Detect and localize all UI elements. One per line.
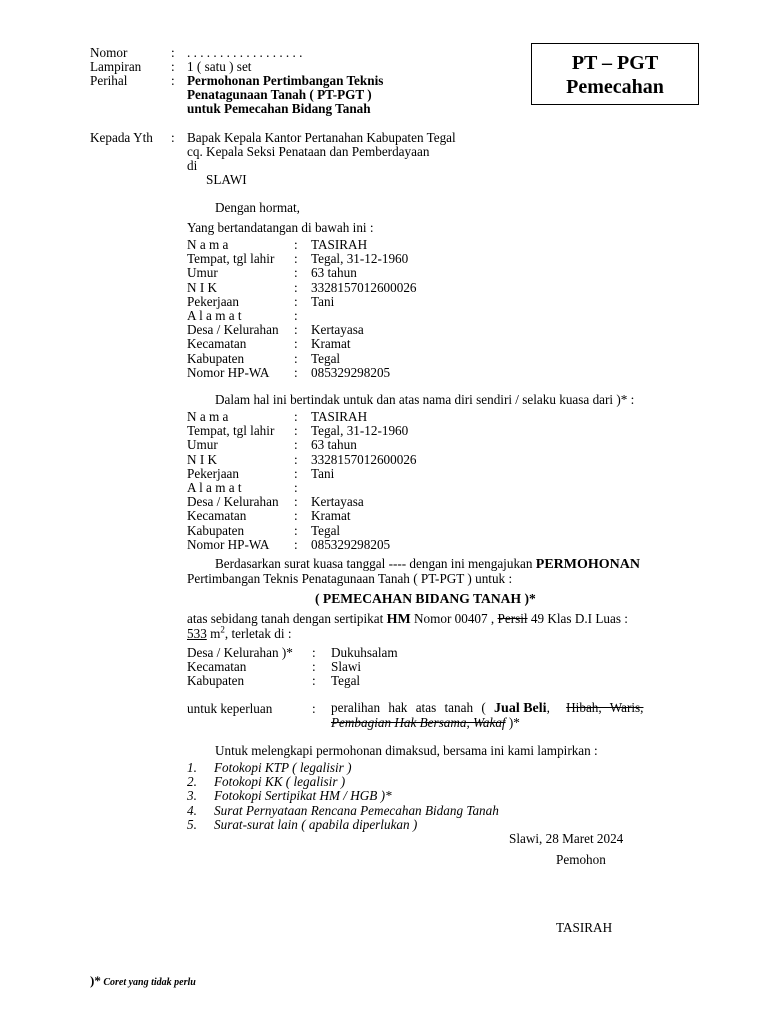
applicant-field-colon: : (294, 336, 298, 352)
principal-field-label: Tempat, tgl lahir (187, 423, 275, 439)
perihal-line: Permohonan Pertimbangan Teknis (187, 73, 384, 88)
principal-field-value: Tegal, 31-12-1960 (311, 423, 409, 439)
lampiran-colon: : (171, 59, 175, 74)
principal-field-colon: : (294, 423, 298, 439)
area-line (187, 624, 292, 641)
applicant-field-colon: : (294, 293, 298, 309)
applicant-field-colon: : (294, 350, 298, 366)
perihal-colon: : (171, 73, 175, 88)
request-text: Berdasarkan surat kuasa tanggal ---- dengan ini mengajukan (215, 556, 536, 571)
area-post: , terletak di : (224, 626, 292, 641)
recipient-line: Bapak Kepala Kantor Pertanahan Kabupaten Tegal (187, 130, 456, 145)
location-field-colon: : (312, 659, 316, 675)
certificate-line (187, 612, 628, 627)
applicant-field-label: Kabupaten (187, 350, 245, 366)
box-title: PT – PGT (571, 52, 659, 74)
location-field-colon: : (312, 645, 316, 660)
purpose-label: untuk keperluan (187, 701, 273, 716)
applicant-field-value: Kertayasa (311, 322, 364, 338)
principal-field-colon: : (294, 480, 298, 495)
applicant-field-label: Nomor HP-WA (187, 364, 270, 380)
principal-field-value: 085329298205 (311, 536, 391, 552)
applicant-field-colon: : (294, 308, 298, 323)
cert-class: 49 Klas D.I Luas : (527, 611, 628, 626)
behalf-intro: Dalam hal ini bertindak untuk dan atas nama diri sendiri / selaku kuasa dari )* : (215, 392, 635, 407)
applicant-field-label: Umur (187, 265, 218, 281)
applicant-field-label: N I K (187, 279, 218, 295)
principal-field-label: N a m a (187, 409, 229, 424)
cert-number: Nomor 00407 , (410, 611, 498, 626)
attachment-item: Fotokopi KTP ( legalisir ) (214, 760, 352, 775)
recipient-line: di (187, 158, 198, 173)
purpose-colon: : (312, 701, 316, 716)
purpose-line-2 (331, 716, 520, 730)
attachment-number: 1. (187, 760, 197, 775)
box-subtitle: Pemecahan (566, 76, 664, 98)
location-field-label: Desa / Kelurahan )* (187, 645, 293, 660)
applicant-field-value: Tani (311, 293, 335, 309)
nomor-colon: : (171, 45, 175, 60)
applicant-field-label: Desa / Kelurahan (187, 322, 279, 338)
principal-field-colon: : (294, 536, 298, 552)
category-box (531, 43, 699, 105)
request-title: ( PEMECAHAN BIDANG TANAH )* (315, 591, 536, 606)
purpose-line-1 (331, 701, 643, 716)
applicant-field-value: Tegal, 31-12-1960 (311, 251, 409, 267)
purpose-end: )* (505, 715, 520, 730)
attachment-item: Surat-surat lain ( apabila diperlukan ) (214, 816, 418, 832)
perihal-line: Penatagunaan Tanah ( PT-PGT ) (187, 87, 372, 102)
signature-place-date: Slawi, 28 Maret 2024 (509, 831, 624, 846)
principal-field-value: Tegal (311, 522, 341, 538)
cert-text: atas sebidang tanah dengan sertipikat (187, 611, 387, 626)
perihal-label: Perihal (90, 73, 128, 88)
perihal-line: untuk Pemecahan Bidang Tanah (187, 101, 371, 116)
principal-field-label: Pekerjaan (187, 465, 239, 481)
principal-field-label: Umur (187, 437, 218, 453)
principal-field-colon: : (294, 437, 298, 453)
applicant-field-colon: : (294, 251, 298, 267)
principal-field-colon: : (294, 409, 298, 424)
principal-field-value: 63 tahun (311, 437, 357, 453)
principal-field-value: Kertayasa (311, 494, 364, 510)
principal-field-value: 3328157012600026 (311, 451, 417, 467)
applicant-field-label: N a m a (187, 237, 229, 252)
area-sup: 2 (220, 624, 225, 635)
signature-role: Pemohon (556, 852, 606, 867)
applicant-field-value: 3328157012600026 (311, 279, 417, 295)
lampiran-label: Lampiran (90, 59, 142, 74)
principal-field-label: Nomor HP-WA (187, 536, 270, 552)
location-field-value: Tegal (331, 673, 361, 689)
applicant-field-colon: : (294, 279, 298, 295)
principal-field-label: A l a m a t (187, 480, 242, 495)
purpose-struck: Hibah, Waris, (566, 700, 644, 715)
attachment-item: Surat Pernyataan Rencana Pemecahan Bidang Tanah (214, 802, 499, 818)
recipient-line: cq. Kepala Seksi Penataan dan Pemberdayaan (187, 144, 430, 159)
applicant-field-value: 085329298205 (311, 364, 391, 380)
location-field-label: Kecamatan (187, 659, 247, 675)
applicant-field-label: Pekerjaan (187, 293, 239, 309)
footnote-mark: )* (90, 973, 101, 988)
principal-field-colon: : (294, 508, 298, 524)
attachment-number: 3. (187, 788, 197, 804)
area-unit: m (206, 626, 221, 641)
principal-field-label: N I K (187, 451, 218, 467)
principal-field-label: Kecamatan (187, 508, 247, 524)
principal-field-value: Kramat (311, 508, 351, 524)
attachments-intro: Untuk melengkapi permohonan dimaksud, bersama ini kami lampirkan : (215, 743, 598, 758)
attachment-item: Fotokopi KK ( legalisir ) (214, 774, 346, 790)
applicant-field-value: Kramat (311, 336, 351, 352)
attachment-number: 4. (187, 802, 197, 818)
signature-name: TASIRAH (556, 920, 613, 935)
cert-type: HM (386, 612, 411, 627)
lampiran-value: 1 ( satu ) set (187, 59, 252, 74)
applicant-field-label: Tempat, tgl lahir (187, 251, 275, 267)
applicant-field-colon: : (294, 322, 298, 338)
principal-field-colon: : (294, 522, 298, 538)
applicant-field-label: Kecamatan (187, 336, 247, 352)
applicant-field-label: A l a m a t (187, 308, 242, 323)
purpose-selected: Jual Beli (494, 701, 547, 716)
applicant-field-colon: : (294, 265, 298, 281)
location-field-colon: : (312, 673, 316, 689)
intro-text: Yang bertandatangan di bawah ini : (187, 220, 374, 235)
principal-field-colon: : (294, 465, 298, 481)
greeting: Dengan hormat, (215, 200, 300, 215)
principal-field-label: Kabupaten (187, 522, 245, 538)
recipient-city: SLAWI (206, 172, 247, 187)
applicant-field-value: Tegal (311, 350, 341, 366)
request-keyword: PERMOHONAN (535, 557, 640, 572)
principal-field-colon: : (294, 494, 298, 510)
recipient-colon: : (171, 130, 175, 145)
location-field-value: Dukuhsalam (331, 645, 398, 660)
attachment-number: 2. (187, 774, 197, 790)
purpose-struck: Pembagian Hak Bersama, Wakaf (331, 715, 506, 730)
principal-field-value: Tani (311, 465, 335, 481)
applicant-field-colon: : (294, 237, 298, 252)
applicant-field-value: 63 tahun (311, 265, 357, 281)
attachment-number: 5. (187, 816, 197, 832)
attachment-item: Fotokopi Sertipikat HM / HGB )* (214, 788, 392, 804)
area-value: 533 (187, 626, 207, 641)
nomor-value: . . . . . . . . . . . . . . . . . . (187, 45, 303, 60)
principal-field-value: TASIRAH (311, 409, 368, 424)
footnote (90, 974, 196, 990)
nomor-label: Nomor (90, 45, 128, 60)
location-field-label: Kabupaten (187, 673, 245, 689)
location-field-value: Slawi (331, 659, 362, 675)
purpose-comma: , (546, 700, 559, 715)
principal-field-label: Desa / Kelurahan (187, 494, 279, 510)
cert-persil-struck: Persil (497, 611, 528, 626)
footnote-text: Coret yang tidak perlu (100, 977, 196, 988)
applicant-field-colon: : (294, 364, 298, 380)
applicant-field-value: TASIRAH (311, 237, 368, 252)
principal-field-colon: : (294, 451, 298, 467)
request-line-1 (215, 557, 640, 572)
recipient-label: Kepada Yth (90, 130, 153, 145)
purpose-text: peralihan hak atas tanah ( (331, 700, 495, 715)
request-line-2: Pertimbangan Teknis Penatagunaan Tanah ( PT-PGT ) untuk : (187, 571, 513, 586)
